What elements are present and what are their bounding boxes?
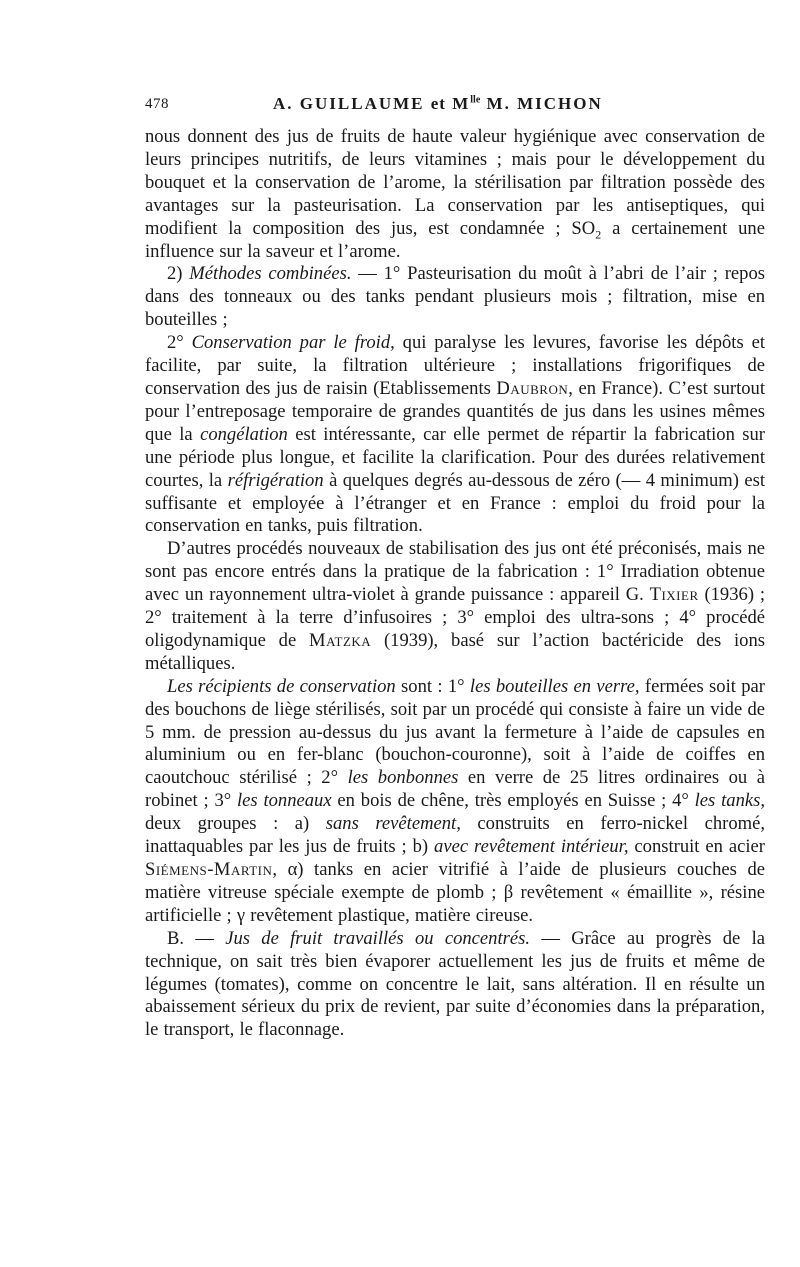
running-head bbox=[273, 94, 603, 114]
italic-run: réfrigération bbox=[227, 469, 324, 491]
text-run: deux groupes : a) bbox=[145, 813, 326, 835]
small-caps-name: Tixier bbox=[649, 584, 699, 606]
text-run: (1939), basé sur l’action bactéricide des ions métalliques. bbox=[145, 629, 765, 674]
paragraph-1 bbox=[145, 126, 765, 263]
italic-run: les tonneaux bbox=[236, 790, 332, 812]
italic-run: Méthodes combinées. bbox=[189, 263, 352, 285]
italic-run: avec revêtement intérieur, bbox=[434, 836, 629, 858]
italic-run: les tanks, bbox=[694, 790, 765, 812]
text-run: a certainement une influence sur la saveur et l’arome. bbox=[145, 217, 765, 262]
text-run: — Grâce au progrès de la technique, on sait très bien évaporer actuellement les jus de fruits et même de légumes (tomates), comme on concentre le lait, sans altération. Il en résulte un abaissement sérieux du prix de revient, par suite d’économies dans la préparation, le transport, le flaconnage. bbox=[145, 927, 765, 1041]
text-run: , α) tanks en acier vitrifié à l’aide de plusieurs couches de matière vitreuse spéciale exempte de plomb ; β revêtement « émaillite », résine artificielle ; γ revêtement plastique, matière cireuse. bbox=[145, 859, 765, 926]
text-run: sont : 1° bbox=[395, 675, 470, 697]
text-run: , en France). C’est surtout pour l’entreposage temporaire de grandes quantités de jus dans les usines mêmes que la bbox=[145, 377, 765, 445]
italic-run: Conservation par le froid, bbox=[191, 332, 395, 354]
page-header bbox=[145, 92, 765, 122]
text-run: en bois de chêne, très employés en Suisse ; 4° bbox=[331, 790, 695, 812]
text-run: D’autres procédés nouveaux de stabilisation des jus ont été préconisés, mais ne sont pas encore entrés dans la pratique de la fabrication : 1° Irradiation obtenue avec un rayonnement ultra-violet à grande puissance : appareil G. bbox=[145, 538, 765, 606]
paragraph-5 bbox=[145, 676, 765, 928]
italic-run: sans revêtement, bbox=[325, 813, 461, 835]
subscript: 2 bbox=[595, 227, 602, 242]
text-run: en verre de 25 litres ordinaires ou à robinet ; 3° bbox=[145, 767, 765, 812]
text-run: qui paralyse les levures, favorise les dépôts et facilite, par suite, la filtration ultérieure ; installations frigorifiques de conservation des jus de raisin (Etablissements bbox=[145, 332, 765, 399]
body-text bbox=[145, 126, 765, 1042]
page bbox=[145, 92, 765, 1042]
text-run: — 1° Pasteurisation du moût à l’abri de l’air ; repos dans des tonneaux ou des tanks pendant plusieurs mois ; filtration, mise en bouteilles ; bbox=[145, 263, 766, 331]
paragraph-3 bbox=[145, 332, 765, 538]
small-caps-name: Matzka bbox=[309, 629, 372, 651]
text-run: 2) bbox=[167, 263, 190, 285]
author-2-prefix: M bbox=[452, 94, 471, 113]
small-caps-name: Daubron bbox=[496, 377, 569, 399]
paragraph-2 bbox=[145, 263, 765, 332]
text-run: à quelques degrés au-dessous de zéro (— 4 minimum) est suffisante et employée à l’étranger et en France : emploi du froid pour la conservation en tanks, puis filtration. bbox=[145, 469, 765, 537]
text-run: construit en acier bbox=[628, 836, 765, 858]
small-caps-name: Siémens-Martin bbox=[145, 859, 273, 880]
italic-run: les bonbonnes bbox=[347, 767, 459, 789]
text-run: nous donnent des jus de fruits de haute valeur hygiénique avec conservation de leurs principes nutritifs, de leurs vitamines ; mais pour le développement du bouquet et la conservation de l’arome, la stérilisation par filtration possède des avantages sur la pasteurisation. La conservation par les antiseptiques, qui modifient la composition des jus, est condamnée ; SO bbox=[145, 126, 765, 239]
author-1: A. GUILLAUME bbox=[273, 94, 425, 113]
author-2-sup: lle bbox=[470, 94, 481, 106]
italic-run: Jus de fruit travaillés ou concentrés. bbox=[225, 927, 531, 949]
italic-run: les bouteilles en verre, bbox=[469, 675, 640, 697]
italic-run: congélation bbox=[200, 423, 288, 445]
conjunction: et bbox=[430, 94, 446, 113]
page-number: 478 bbox=[145, 96, 169, 112]
text-run: est intéressante, car elle permet de répartir la fabrication sur une période plus longue, et facilite la clarification. Pour des durées relativement courtes, la bbox=[145, 423, 765, 491]
text-run: construits en ferro-nickel chromé, inattaquables par les jus de fruits ; b) bbox=[145, 813, 766, 858]
italic-run: Les récipients de conservation bbox=[167, 675, 396, 697]
text-run: B. — bbox=[167, 927, 226, 949]
text-run: 2° bbox=[167, 332, 192, 354]
text-run: fermées soit par des bouchons de liège stérilisés, soit par un procédé qui consiste à faire un vide de 5 mm. de pression au-dessus du jus avant la fermeture à l’aide de capsules en aluminium ou en fer-blanc (bouchon-couronne), soit à l’aide de coiffes en caoutchouc stérilisé ; 2° bbox=[145, 675, 765, 789]
paragraph-4 bbox=[145, 538, 765, 675]
text-run: (1936) ; 2° traitement à la terre d’infusoires ; 3° emploi des ultra-sons ; 4° procédé oligodynamique de bbox=[145, 584, 765, 651]
author-2-name: M. MICHON bbox=[486, 94, 603, 113]
paragraph-6 bbox=[145, 928, 765, 1043]
